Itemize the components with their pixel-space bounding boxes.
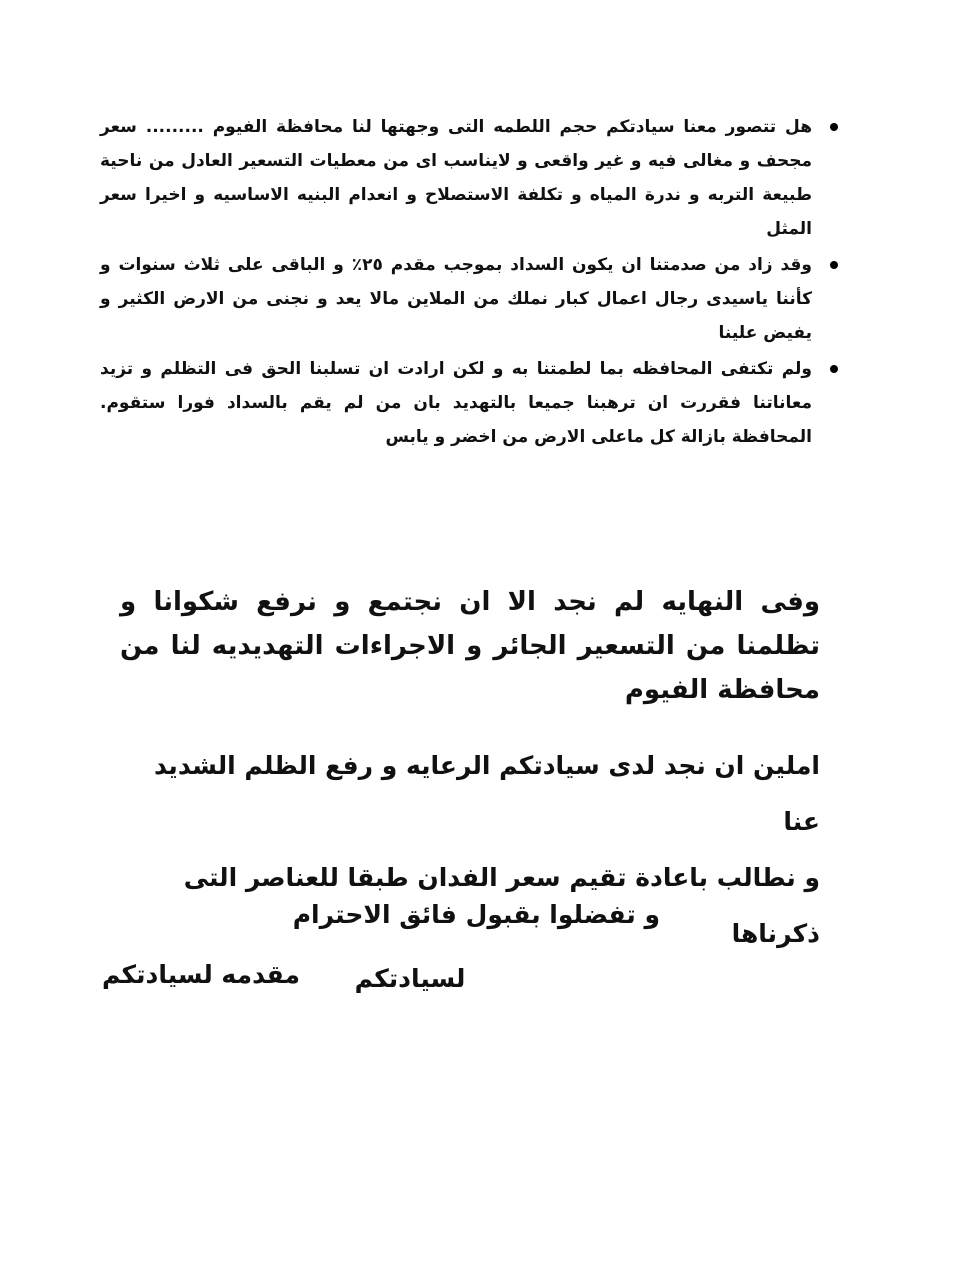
request-line: لسيادتكم <box>354 964 466 993</box>
bullet-icon <box>830 261 838 269</box>
bullet-icon <box>830 123 838 131</box>
request-paragraph <box>120 738 820 996</box>
signature-line: مقدمه لسيادتكم <box>101 960 300 989</box>
request-line: املين ان نجد لدى سيادتكم الرعايه و رفع الظلم الشديد عنا <box>153 751 820 836</box>
closing-paragraph: وفى النهايه لم نجد الا ان نجتمع و نرفع شكوانا و تظلمنا من التسعير الجائر و الاجراءات التهديديه لنا من محافظة الفيوم <box>120 587 820 705</box>
complaint-point-text: ولم تكتفى المحافظه بما لطمتنا به و لكن ارادت ان تسلبنا الحق فى التظلم و تزيد معاناتنا فقررت ان ترهبنا جميعا بالتهديد بان من لم يقم بالسداد فورا ستقوم. المحافظة بازالة كل ماعلى الارض من اخضر و يابس <box>100 359 812 447</box>
bullet-icon <box>830 365 838 373</box>
complaint-point <box>100 352 842 454</box>
request-line: و نطالب باعادة تقيم سعر الفدان طبقا للعناصر التى ذكرناها <box>183 863 820 948</box>
complaint-point-text: وقد زاد من صدمتنا ان يكون السداد بموجب مقدم ٢٥٪ و الباقى على ثلاث سنوات و كأننا ياسيدى رجال اعمال كبار نملك من الملاين مالا يعد و نجنى من الارض الكثير و يفيض علينا <box>100 255 812 343</box>
complaint-points-list <box>100 110 842 454</box>
complaint-point <box>100 110 842 246</box>
regards-line: و تفضلوا بقبول فائق الاحترام <box>292 900 660 929</box>
complaint-point-text: هل تتصور معنا سيادتكم حجم اللطمه التى وجهتها لنا محافظة الفيوم ......... سعر مجحف و مغالى فيه و غير واقعى و لايناسب اى من معطيات التسعير العادل من ناحية طبيعة التربه و ندرة المياه و تكلفة الاستصلاح و انعدام البنيه الاساسيه و اخيرا سعر المثل <box>100 117 812 239</box>
complaint-point <box>100 248 842 350</box>
